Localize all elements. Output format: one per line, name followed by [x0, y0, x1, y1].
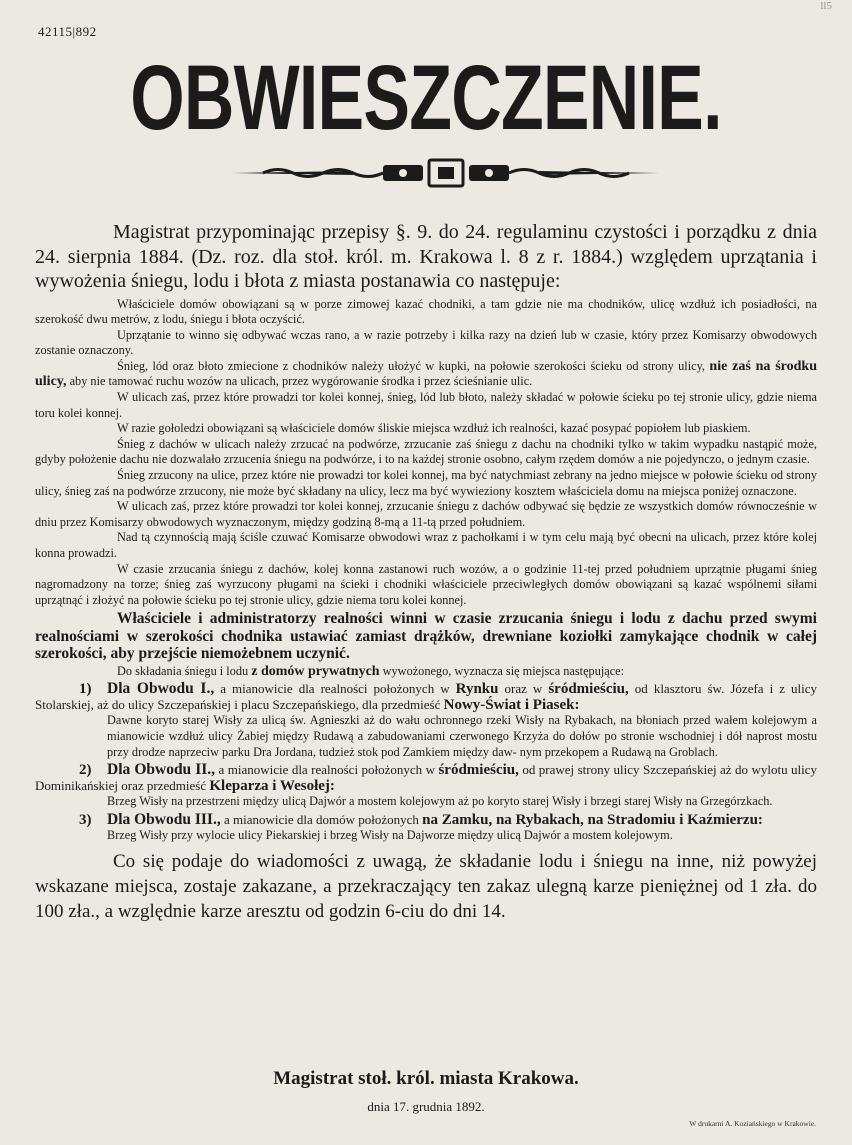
paragraph-text: aby nie tamować ruchu wozów na ulicach, przez wygórowanie środka i przez ścieśnianie ulic.	[69, 374, 533, 389]
paragraph-text: Śnieg, lód oraz błoto zmiecione z chodników należy ułożyć w kupki, na połowie szerokości ścieku od strony ulicy,	[117, 358, 705, 373]
bold-paragraph: Właściciele i administratorzy realności winni w czasie zrzucania śniegu i lodu z dachu przed swymi realnościami w szerokości chodnika ustawiać zamiast drążków, drewniane koziołki zamykające chodnik w całej szerokości, aby przejście niemożebnem uczynić.	[35, 610, 817, 663]
district-description: Brzeg Wisły na przestrzeni między ulicą Dajwór a mostem kolejowym aż po koryto starej Wisły i brzegi starej Wisły na Grzegórzkach.	[107, 794, 773, 809]
reference-number: 42115|892	[38, 24, 97, 39]
paragraph: W razie gołoledzi obowiązani są właściciele domów śliskie miejsca wzdłuż ich realności, kazać posypać popiołem lub piaskiem.	[117, 421, 751, 436]
district-number: 1)	[79, 681, 92, 698]
paragraph: Śnieg z dachów w ulicach należy zrzucać na podwórze, zrzucanie zaś śniegu z dachu na chodniki tylko w takim wypadku nastąpić może, gdyby położenie dachu nie dozwalało zrzucenia śniegu na podwórze, i to na każdej stronie osobno, całym rzędem domów a nie pojedynczo, o jednym czasie.	[35, 436, 817, 467]
paragraph: Śnieg zrzucony na ulice, przez które nie prowadzi tor kolei konnej, ma być natychmiast zebrany na jedno miejsce w połowie ścieku od strony ulicy, śnieg zaś na podwórze zrzucony, nie może być składany na ulicy, lecz ma być wywieziony kosztem właściciela domu na miejsca poniżej oznaczone.	[35, 468, 817, 498]
paragraph-text: Do składania śniegu i lodu	[117, 663, 249, 678]
lead-paragraph: Magistrat przypominając przepisy §. 9. do 24. regulaminu czystości i porządku z dnia 24. sierpnia 1884. (Dz. roz. dla stoł. król. m. Krakowa l. 8 z r. 1884.) względem uprzątania i wywożenia śniegu, lodu i błota z miasta postanawia co następuje:	[35, 221, 817, 292]
district-name: Dla Obwodu II.,	[107, 761, 216, 779]
district-text: a mianowicie dla domów położonych	[223, 811, 419, 827]
notice-body	[35, 220, 817, 924]
district-text: a mianowicie dla realności położonych w	[218, 762, 435, 778]
district-place: na Zamku, na Rybakach, na Stradomiu i Kaźmierzu:	[422, 811, 763, 828]
paragraph: W ulicach zaś, przez które prowadzi tor kolei konnej, śnieg, lód lub błoto, należy składać w połowie ścieku po tej stronie ulicy, gdzie niema toru kolei konnej.	[35, 390, 817, 420]
district-place: śródmieściu,	[548, 681, 629, 698]
corner-mark: ll5	[820, 0, 832, 12]
district-text: od klasztoru św. Józefa i z ulicy Stolarskiej, aż do ulicy Szczepańskiej i placu Szczepańskiego, dla przedmieść	[35, 681, 818, 713]
district-place: Kleparza i Wesołej:	[209, 778, 335, 795]
paragraph: W ulicach zaś, przez które prowadzi tor kolei konnej, zrzucanie śniegu z dachów odbywać się będzie ze wszystkich domów równocześnie w dniu przez Komisarzy obwodowych wyznaczonym, między godziną 8-mą a 11-tą przed południem.	[35, 499, 817, 529]
district-number: 2)	[79, 762, 92, 779]
district-text: od prawej strony ulicy Szczepańskiej aż do wylotu ulicy Dominikańskiej oraz przedmieść	[35, 762, 818, 794]
issue-date: dnia 17. grudnia 1892.	[367, 1099, 485, 1114]
district-description: Brzeg Wisły przy wylocie ulicy Piekarskiej i brzeg Wisły na Dajworze między ulicą Dajwór a mostem kolejowym.	[107, 827, 673, 842]
signature: Magistrat stoł. król. miasta Krakowa.	[273, 1068, 579, 1089]
district-list	[35, 681, 817, 843]
printer-imprint: W drukarni A. Koziańskiego w Krakowie.	[689, 1119, 816, 1128]
district-name: Dla Obwodu III.,	[107, 810, 221, 828]
district-place: Rynku	[455, 681, 499, 698]
district-place: Nowy-Świat i Piasek:	[443, 697, 580, 714]
deposit-intro	[35, 664, 817, 680]
paragraph: Nad tą czynnością mają ściśle czuwać Komisarze obwodowi wraz z pachołkami i w tym celu mają być obecni na ulicach, przez które kolej konna prowadzi.	[35, 530, 817, 560]
paragraph: W czasie zrzucania śniegu z dachów, kolej konna zastanowi ruch wozów, a o godzinie 11-tej przed południem uprzątnie pługami śnieg nagromadzony na torze; śnieg zaś wyrzucony pługami na ścieki i chodniki właściciele przeciwległych domów obowiązani są kazać wspólnemi siłami uprzątnąć i złożyć na połowie ścieku po tej stronie ulicy, gdzie niema toru kolei konnej.	[35, 561, 817, 607]
paragraph-text: wywożonego, wyznacza się miejsca następujące:	[382, 663, 625, 678]
paragraph: Właściciele domów obowiązani są w porze zimowej kazać chodniki, a tam gdzie nie ma chodników, ulicę wzdłuż ich posiadłości, na szerokość dwu metrów, z lodu, śniegu i błota oczyścić.	[35, 296, 817, 327]
closing-paragraph: Co się podaje do wiadomości z uwagą, że składanie lodu i śniegu na inne, niż powyżej wskazane miejsca, zostaje zakazane, a przekraczający ten zakaz ulegną karze pieniężnej od 1 zła. do 100 zła., a względnie karze aresztu od godzin 6-ciu do dni 14.	[35, 851, 817, 923]
emphasis-text: z domów prywatnych	[251, 663, 380, 679]
paragraph	[35, 359, 817, 390]
district-text: a mianowicie dla realności położonych w	[220, 681, 450, 697]
district-heading	[35, 681, 817, 713]
district-text: oraz w	[504, 681, 543, 697]
district-number: 3)	[79, 811, 92, 828]
emphasis-text: nie zaś na środku ulicy,	[35, 358, 817, 390]
district-heading	[35, 812, 817, 828]
district-heading	[35, 762, 817, 794]
district-description: Dawne koryto starej Wisły za ulicą św. Agnieszki aż do wału ochronnego rzeki Wisły na Rybakach, na błoniach przed wałem kolejowym a mianowicie wzdłuż ulicy Żabiej między Rudawą a zabudowaniami czerwonego Krzyża do dołów po stronie wschodniej i dół naprost mostu przy drodze naprzeciw parku Dra Jordana, tudzież stok pod Zamkiem między daw- nym przekopem a Rudawą na Groblach.	[107, 713, 817, 759]
ornament-divider-icon	[233, 158, 659, 188]
paragraph: Uprzątanie to winno się odbywać wczas rano, a w razie potrzeby i kilka razy na dzień lub w czasie, który przez Komisarzy obwodowych zostanie oznaczony.	[35, 327, 817, 358]
notice-title: OBWIESZCZENIE.	[130, 47, 722, 149]
district-name: Dla Obwodu I.,	[107, 680, 215, 698]
district-place: śródmieściu,	[438, 762, 519, 779]
